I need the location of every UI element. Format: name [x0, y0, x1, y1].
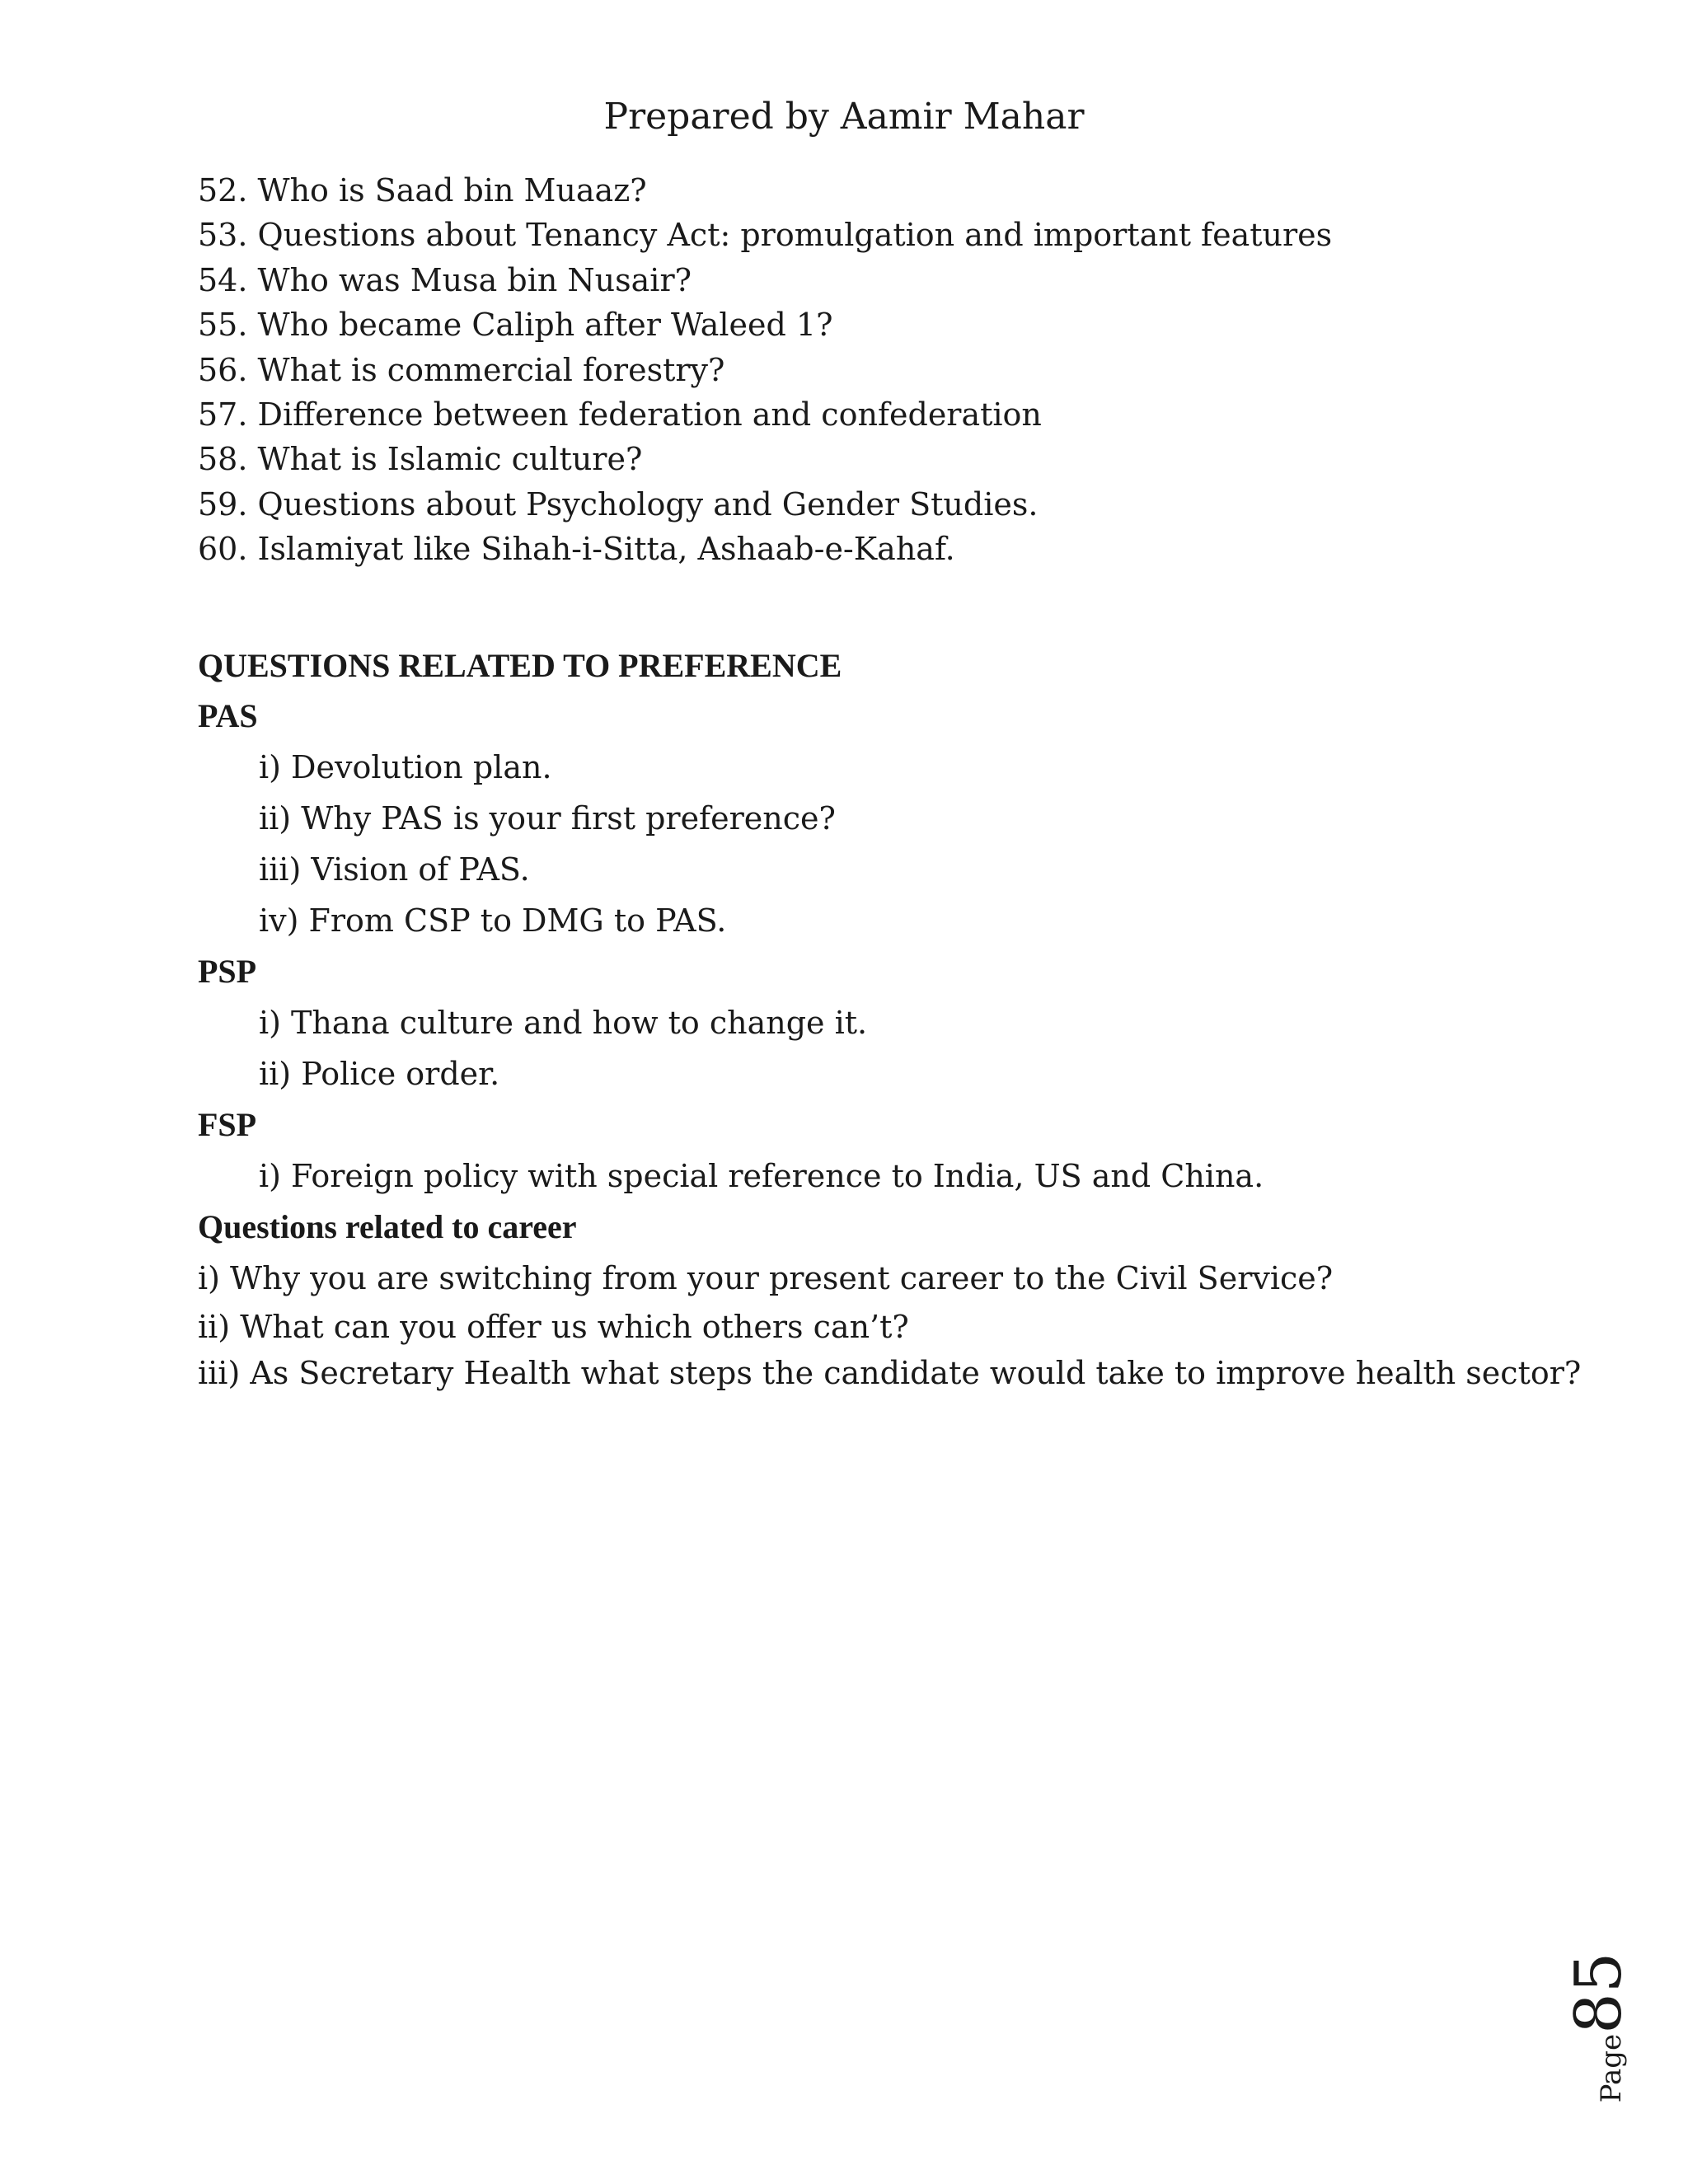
- page-header-title: Prepared by Aamir Mahar: [603, 96, 1085, 138]
- list-item: ii) What can you offer us which others can’t?: [198, 1308, 909, 1345]
- psp-heading: PSP: [198, 952, 257, 990]
- list-item: 55. Who became Caliph after Waleed 1?: [198, 307, 833, 344]
- list-item: 53. Questions about Tenancy Act: promulgation and important features: [198, 217, 1333, 254]
- list-item: 56. What is commercial forestry?: [198, 351, 725, 388]
- list-item: iii) As Secretary Health what steps the candidate would take to improve health sector?: [198, 1354, 1582, 1391]
- page-number-footer: [1550, 1929, 1648, 2126]
- career-section-title: Questions related to career: [198, 1207, 577, 1245]
- list-item: ii) Police order.: [259, 1055, 500, 1092]
- list-item: 58. What is Islamic culture?: [198, 441, 643, 478]
- list-item: i) Foreign policy with special reference to India, US and China.: [259, 1157, 1264, 1194]
- list-item: 52. Who is Saad bin Muaaz?: [198, 172, 647, 209]
- page-number: 85: [1562, 1952, 1636, 2034]
- list-item: 60. Islamiyat like Sihah-i-Sitta, Ashaab-e-Kahaf.: [198, 531, 955, 568]
- list-item: i) Devolution plan.: [259, 748, 552, 785]
- numbered-question-list: [198, 168, 1517, 572]
- list-item: 57. Difference between federation and confederation: [198, 396, 1042, 434]
- fsp-heading: FSP: [198, 1105, 257, 1143]
- list-item: 54. Who was Musa bin Nusair?: [198, 261, 692, 298]
- list-item: i) Why you are switching from your present career to the Civil Service?: [198, 1259, 1334, 1296]
- page-label: Page: [1595, 2033, 1628, 2103]
- list-item: iii) Vision of PAS.: [259, 851, 530, 888]
- list-item: 59. Questions about Psychology and Gender Studies.: [198, 485, 1039, 523]
- preference-section: [198, 641, 1517, 1202]
- preference-section-title: QUESTIONS RELATED TO PREFERENCE: [198, 646, 842, 684]
- list-item: iv) From CSP to DMG to PAS.: [259, 902, 727, 939]
- list-item: i) Thana culture and how to change it.: [259, 1004, 868, 1041]
- page-content: [198, 168, 1582, 1396]
- career-section: [198, 1202, 1582, 1396]
- pas-heading: PAS: [198, 696, 258, 734]
- list-item: ii) Why PAS is your first preference?: [259, 799, 836, 837]
